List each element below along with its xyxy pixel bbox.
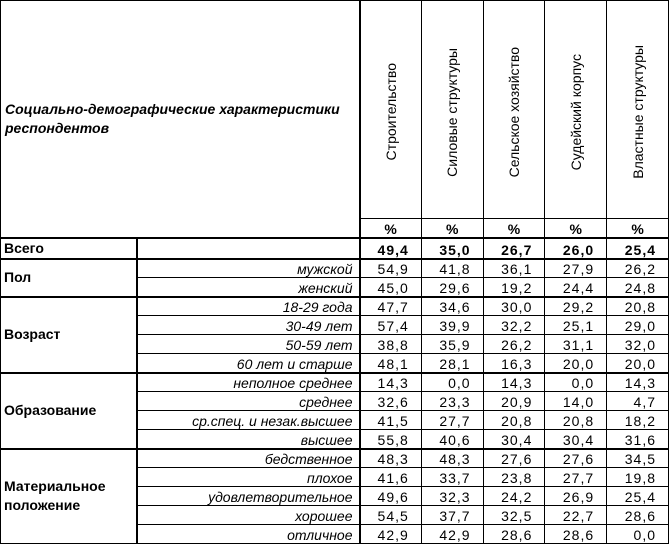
cell-value: 28,6 <box>607 506 669 525</box>
total-value: 25,4 <box>607 238 669 259</box>
unit-label: % <box>360 219 422 238</box>
cell-value: 22,7 <box>545 506 607 525</box>
cell-value: 33,7 <box>421 468 483 487</box>
total-value: 49,4 <box>360 238 422 259</box>
cell-value: 32,2 <box>483 316 545 335</box>
cell-value: 54,5 <box>360 506 422 525</box>
cell-value: 25,4 <box>607 487 669 506</box>
row-label: неполное среднее <box>137 373 359 392</box>
cell-value: 20,0 <box>607 354 669 373</box>
cell-value: 30,4 <box>545 430 607 449</box>
cell-value: 28,6 <box>483 525 545 544</box>
cell-value: 32,0 <box>607 335 669 354</box>
row-label: хорошее <box>137 506 359 525</box>
cell-value: 28,6 <box>545 525 607 544</box>
cell-value: 20,9 <box>483 392 545 411</box>
cell-value: 48,1 <box>360 354 422 373</box>
cell-value: 39,9 <box>421 316 483 335</box>
cell-value: 19,8 <box>607 468 669 487</box>
cell-value: 31,1 <box>545 335 607 354</box>
cell-value: 41,8 <box>421 259 483 278</box>
total-value: 35,0 <box>421 238 483 259</box>
cell-value: 32,3 <box>421 487 483 506</box>
cell-value: 26,9 <box>545 487 607 506</box>
row-label: ср.спец. и незак.высшее <box>137 411 359 430</box>
cell-value: 40,6 <box>421 430 483 449</box>
unit-label: % <box>421 219 483 238</box>
cell-value: 32,5 <box>483 506 545 525</box>
group-label: Образование <box>1 373 138 449</box>
table-row <box>1 449 669 468</box>
cell-value: 14,0 <box>545 392 607 411</box>
row-label: 30-49 лет <box>137 316 359 335</box>
total-label: Всего <box>1 238 138 259</box>
cell-value: 30,0 <box>483 297 545 316</box>
cell-value: 31,6 <box>607 430 669 449</box>
total-value: 26,0 <box>545 238 607 259</box>
cell-value: 29,2 <box>545 297 607 316</box>
group-label: Пол <box>1 259 138 297</box>
header-row <box>1 1 669 219</box>
cell-value: 28,1 <box>421 354 483 373</box>
cell-value: 27,9 <box>545 259 607 278</box>
cell-value: 19,2 <box>483 278 545 297</box>
total-row <box>1 238 669 259</box>
total-blank <box>137 238 359 259</box>
column-header: Сельское хозяйство <box>483 1 545 219</box>
cell-value: 26,2 <box>483 335 545 354</box>
cell-value: 24,2 <box>483 487 545 506</box>
cell-value: 27,7 <box>545 468 607 487</box>
cell-value: 20,8 <box>483 411 545 430</box>
cell-value: 48,3 <box>421 449 483 468</box>
cell-value: 14,3 <box>483 373 545 392</box>
cell-value: 23,3 <box>421 392 483 411</box>
row-label: отличное <box>137 525 359 544</box>
table-title: Социально-демографические характеристики респондентов <box>1 1 360 238</box>
row-label: бедственное <box>137 449 359 468</box>
row-label: плохое <box>137 468 359 487</box>
cell-value: 24,8 <box>607 278 669 297</box>
row-label: женский <box>137 278 359 297</box>
row-label: 60 лет и старше <box>137 354 359 373</box>
cell-value: 14,3 <box>360 373 422 392</box>
table-row <box>1 259 669 278</box>
cell-value: 4,7 <box>607 392 669 411</box>
unit-label: % <box>545 219 607 238</box>
cell-value: 0,0 <box>545 373 607 392</box>
cell-value: 23,8 <box>483 468 545 487</box>
cell-value: 30,4 <box>483 430 545 449</box>
cell-value: 20,8 <box>607 297 669 316</box>
cell-value: 42,9 <box>421 525 483 544</box>
cell-value: 35,9 <box>421 335 483 354</box>
group-label: Материальное положение <box>1 449 138 544</box>
cell-value: 32,6 <box>360 392 422 411</box>
cell-value: 0,0 <box>607 525 669 544</box>
cell-value: 16,3 <box>483 354 545 373</box>
cell-value: 27,6 <box>483 449 545 468</box>
cell-value: 14,3 <box>607 373 669 392</box>
cell-value: 41,5 <box>360 411 422 430</box>
cell-value: 34,6 <box>421 297 483 316</box>
cell-value: 48,3 <box>360 449 422 468</box>
cell-value: 24,4 <box>545 278 607 297</box>
table-row <box>1 373 669 392</box>
row-label: 18-29 года <box>137 297 359 316</box>
cell-value: 25,1 <box>545 316 607 335</box>
unit-label: % <box>483 219 545 238</box>
total-value: 26,7 <box>483 238 545 259</box>
cell-value: 45,0 <box>360 278 422 297</box>
cell-value: 27,7 <box>421 411 483 430</box>
cell-value: 36,1 <box>483 259 545 278</box>
cell-value: 55,8 <box>360 430 422 449</box>
cell-value: 41,6 <box>360 468 422 487</box>
column-header: Строительство <box>360 1 422 219</box>
cell-value: 18,2 <box>607 411 669 430</box>
cell-value: 20,0 <box>545 354 607 373</box>
column-header: Силовые структуры <box>421 1 483 219</box>
cell-value: 38,8 <box>360 335 422 354</box>
cell-value: 54,9 <box>360 259 422 278</box>
cell-value: 34,5 <box>607 449 669 468</box>
column-header: Судейский корпус <box>545 1 607 219</box>
cell-value: 47,7 <box>360 297 422 316</box>
cell-value: 57,4 <box>360 316 422 335</box>
cell-value: 27,6 <box>545 449 607 468</box>
cell-value: 42,9 <box>360 525 422 544</box>
cell-value: 29,0 <box>607 316 669 335</box>
row-label: удовлетворительное <box>137 487 359 506</box>
group-label: Возраст <box>1 297 138 373</box>
unit-label: % <box>607 219 669 238</box>
cell-value: 29,6 <box>421 278 483 297</box>
cell-value: 26,2 <box>607 259 669 278</box>
row-label: высшее <box>137 430 359 449</box>
cell-value: 49,6 <box>360 487 422 506</box>
row-label: среднее <box>137 392 359 411</box>
row-label: мужской <box>137 259 359 278</box>
column-header: Властные структуры <box>607 1 669 219</box>
cell-value: 37,7 <box>421 506 483 525</box>
table-row <box>1 297 669 316</box>
cell-value: 20,8 <box>545 411 607 430</box>
row-label: 50-59 лет <box>137 335 359 354</box>
cell-value: 0,0 <box>421 373 483 392</box>
